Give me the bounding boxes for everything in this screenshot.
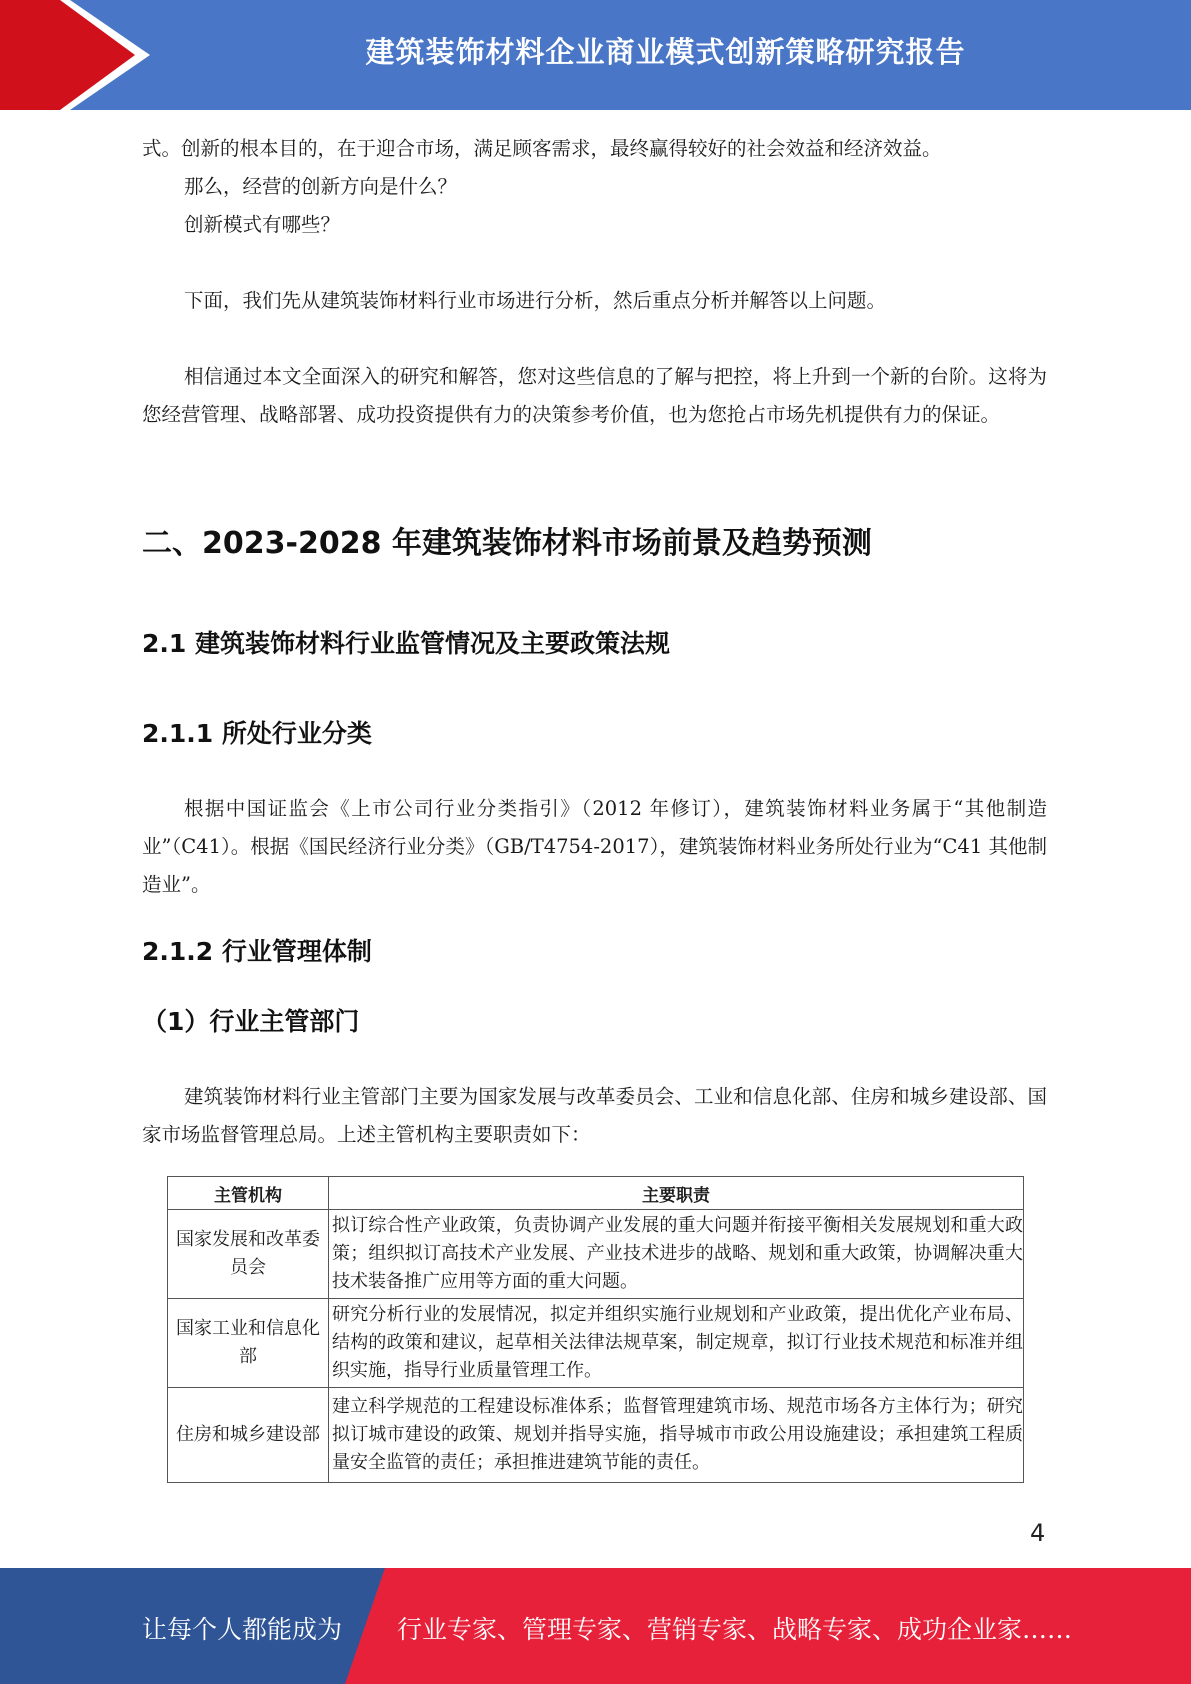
table-header-row xyxy=(168,1177,1024,1210)
table-cell-duty: 拟订综合性产业政策，负责协调产业发展的重大问题并衔接平衡相关发展规划和重大政策；组织拟订高技术产业发展、产业技术进步的战略、规划和重大政策，协调解决重大技术装备推广应用等方面的重大问题。 xyxy=(329,1210,1024,1299)
subsection-heading-2-1: 2.1 建筑装饰材料行业监管情况及主要政策法规 xyxy=(142,629,670,658)
intro-paragraph-4: 下面，我们先从建筑装饰材料行业市场进行分析，然后重点分析并解答以上问题。 xyxy=(184,289,887,312)
classification-paragraph: 根据中国证监会《上市公司行业分类指引》（2012 年修订），建筑装饰材料业务属于“其他制造业”（C41）。根据《国民经济行业分类》（GB/T4754-2017），建筑装饰材料业务所处行业为“C41 其他制造业”。 xyxy=(142,797,1047,896)
table-row xyxy=(168,1388,1024,1483)
authority-paragraph: 建筑装饰材料行业主管部门主要为国家发展与改革委员会、工业和信息化部、住房和城乡建设部、国家市场监督管理总局。上述主管机构主要职责如下： xyxy=(142,1085,1047,1146)
table-header-duty: 主要职责 xyxy=(329,1177,1024,1210)
footer-slogan-right: 行业专家、管理专家、营销专家、战略专家、成功企业家…… xyxy=(397,1615,1073,1644)
table-cell-org: 住房和城乡建设部 xyxy=(168,1388,329,1483)
subsection-heading-2-1-2: 2.1.2 行业管理体制 xyxy=(142,937,372,966)
table-cell-org: 国家发展和改革委员会 xyxy=(168,1210,329,1299)
header-band xyxy=(0,0,1191,110)
table-header-org: 主管机构 xyxy=(168,1177,329,1210)
intro-paragraph-5: 相信通过本文全面深入的研究和解答，您对这些信息的了解与把控，将上升到一个新的台阶。这将为您经营管理、战略部署、成功投资提供有力的决策参考价值，也为您抢占市场先机提供有力的保证。 xyxy=(142,365,1047,426)
report-title: 建筑装饰材料企业商业模式创新策略研究报告 xyxy=(365,34,966,69)
header-chevron-icon xyxy=(0,0,160,110)
table-row xyxy=(168,1210,1024,1299)
table-cell-duty: 研究分析行业的发展情况，拟定并组织实施行业规划和产业政策，提出优化产业布局、结构的政策和建议，起草相关法律法规草案，制定规章，拟订行业技术规范和标准并组织实施，指导行业质量管理工作。 xyxy=(329,1299,1024,1388)
table-cell-duty: 建立科学规范的工程建设标准体系；监督管理建筑市场、规范市场各方主体行为；研究拟订城市建设的政策、规划并指导实施，指导城市市政公用设施建设；承担建筑工程质量安全监管的责任；承担推进建筑节能的责任。 xyxy=(329,1388,1024,1483)
footer-slogan-left: 让每个人都能成为 xyxy=(142,1615,343,1644)
intro-question-2: 创新模式有哪些？ xyxy=(184,213,341,236)
page-number: 4 xyxy=(1030,1519,1046,1547)
subsection-heading-2-1-1: 2.1.1 所处行业分类 xyxy=(142,719,372,748)
section-heading: 二、2023-2028 年建筑装饰材料市场前景及趋势预测 xyxy=(142,526,872,561)
authority-heading: （1）行业主管部门 xyxy=(142,1007,360,1036)
authority-duty-table xyxy=(167,1176,1024,1483)
intro-paragraph-1: 式。创新的根本目的，在于迎合市场，满足顾客需求，最终赢得较好的社会效益和经济效益。 xyxy=(142,137,942,160)
intro-question-1: 那么，经营的创新方向是什么？ xyxy=(184,175,458,198)
table-cell-org: 国家工业和信息化部 xyxy=(168,1299,329,1388)
table-row xyxy=(168,1299,1024,1388)
